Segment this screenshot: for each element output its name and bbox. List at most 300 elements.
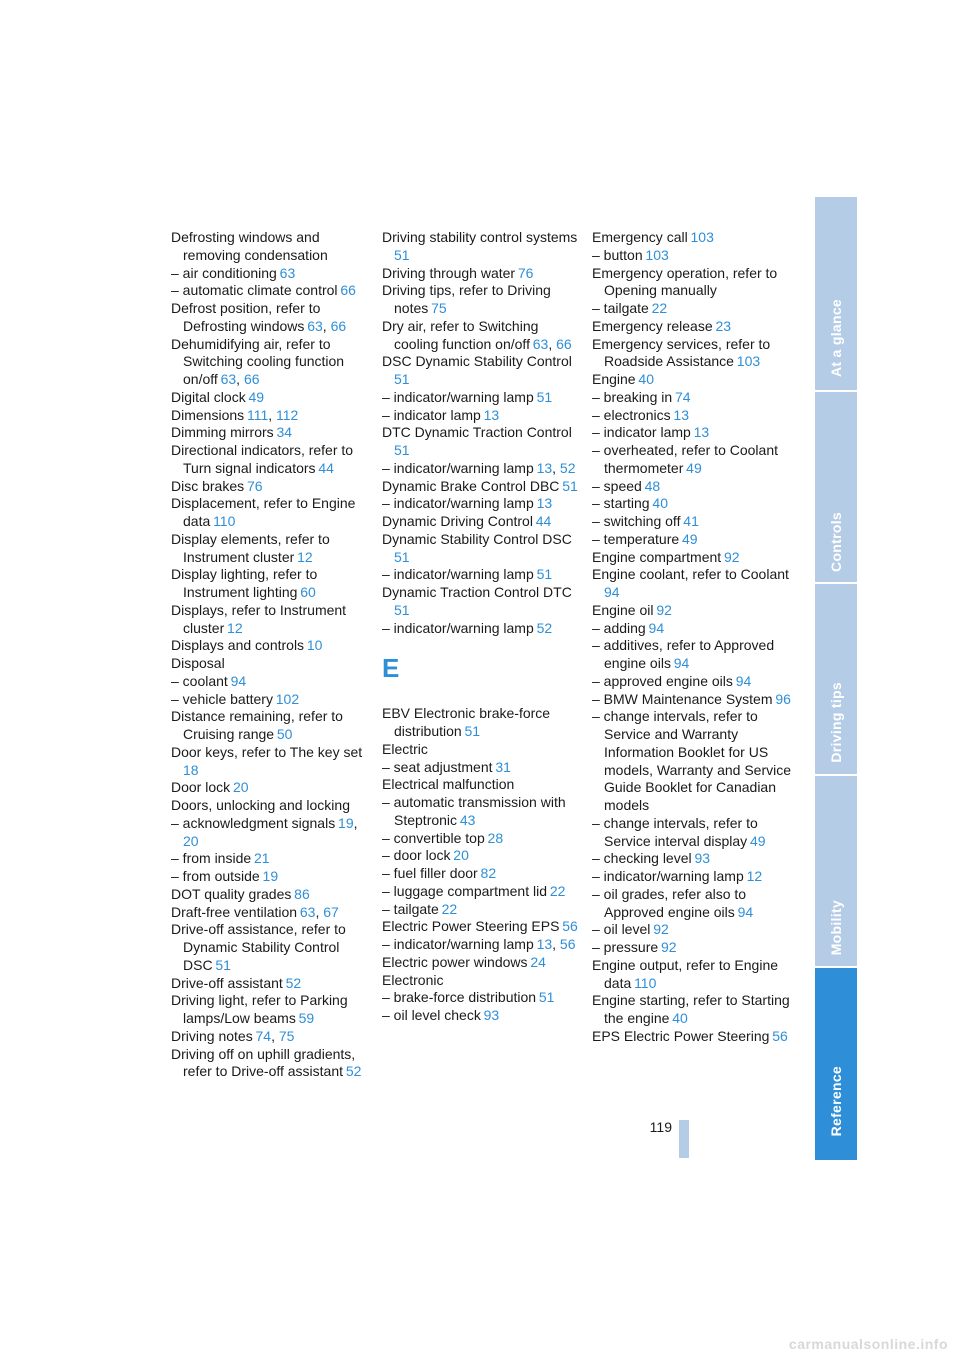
page-ref-link[interactable]: 51 xyxy=(394,246,410,263)
page-ref-link[interactable]: 66 xyxy=(556,335,572,352)
index-entry-term: Dehumidifying air, refer to Switching cooling function on/off xyxy=(171,335,345,387)
page-ref-link[interactable]: 18 xyxy=(183,761,199,778)
page-ref-link[interactable]: 75 xyxy=(278,1027,295,1044)
index-entry xyxy=(592,495,792,513)
index-entry xyxy=(592,1028,792,1046)
index-entry-term: – indicator/warning lamp xyxy=(382,936,534,952)
page-ref-link[interactable]: 28 xyxy=(487,829,504,846)
page-ref-link[interactable]: 10 xyxy=(306,637,323,654)
index-entry-term: – from inside xyxy=(171,850,252,867)
index-entry-term: Defrost position, refer to Defrosting windows xyxy=(171,300,321,334)
page-ref-link[interactable]: 63 xyxy=(299,903,316,920)
tab-label: At a glance xyxy=(828,299,844,377)
index-entry-term: DTC Dynamic Traction Control xyxy=(382,424,572,441)
index-entry xyxy=(592,602,792,620)
page-ref-link[interactable]: 66 xyxy=(330,317,347,334)
index-entry xyxy=(171,442,371,478)
index-entry-term: – speed xyxy=(592,477,642,494)
page-ref-separator: , xyxy=(271,1027,279,1044)
index-entry xyxy=(171,229,371,265)
page-ref-link[interactable]: 49 xyxy=(681,530,698,547)
index-entry xyxy=(592,708,792,815)
page-ref-link[interactable]: 31 xyxy=(495,758,511,775)
page-ref-link[interactable]: 52 xyxy=(536,619,553,636)
page-ref-link[interactable]: 103 xyxy=(690,229,714,245)
index-entry-term: Driving tips, refer to Driving notes xyxy=(382,282,551,316)
index-entry xyxy=(171,921,371,974)
page-ref-link[interactable]: 52 xyxy=(559,459,576,476)
page-ref-separator: , xyxy=(552,459,560,476)
index-entry xyxy=(592,957,792,993)
index-entry xyxy=(592,265,792,301)
index-entry-term: – indicator/warning lamp xyxy=(382,566,534,583)
index-entry xyxy=(592,620,792,638)
index-entry xyxy=(592,424,792,442)
index-entry xyxy=(382,847,582,865)
page-ref-link[interactable]: 24 xyxy=(530,953,546,970)
index-entry xyxy=(382,620,582,638)
index-entry-term: Emergency operation, refer to Opening manually xyxy=(592,264,778,299)
index-entry xyxy=(592,566,792,602)
page-ref-link[interactable]: 63 xyxy=(220,371,237,387)
index-entry xyxy=(171,992,371,1028)
index-entry xyxy=(171,336,371,389)
page-ref-link[interactable]: 20 xyxy=(232,779,249,796)
page-ref-link[interactable]: 12 xyxy=(297,548,313,565)
index-entry-term: Engine xyxy=(592,371,636,387)
index-entry-term: – vehicle battery xyxy=(171,690,273,707)
page-ref-link[interactable]: 52 xyxy=(345,1063,362,1080)
index-entry-term: Disposal xyxy=(171,655,225,671)
index-entry-term: – change intervals, refer to Service and Warranty Information Booklet for US models, Warranty and Service Guide Booklet for Canadian models xyxy=(592,708,791,813)
index-entry xyxy=(171,531,371,567)
index-entry-term: – approved engine oils xyxy=(592,672,733,689)
index-entry xyxy=(171,1028,371,1046)
page-ref-link[interactable]: 94 xyxy=(673,655,690,671)
index-entry xyxy=(592,407,792,425)
index-entry xyxy=(592,478,792,496)
page-ref-link[interactable]: 12 xyxy=(746,868,763,884)
index-entry xyxy=(592,549,792,567)
page-ref-link[interactable]: 94 xyxy=(648,619,665,636)
index-entry xyxy=(171,407,371,425)
index-entry xyxy=(592,691,792,709)
page-ref-link[interactable]: 51 xyxy=(562,477,578,494)
index-entry-term: – convertible top xyxy=(382,829,485,846)
index-entry xyxy=(382,936,582,954)
index-entry xyxy=(592,442,792,478)
index-entry xyxy=(382,741,582,759)
index-entry xyxy=(592,300,792,318)
index-entry-term: Engine compartment xyxy=(592,548,722,565)
index-entry xyxy=(382,759,582,777)
index-entry-term: – tailgate xyxy=(592,300,649,316)
index-entry-term: – BMW Maintenance System xyxy=(592,690,773,707)
index-entry xyxy=(592,815,792,851)
page-ref-link[interactable]: 96 xyxy=(775,690,791,707)
index-entry xyxy=(171,744,371,780)
page-ref-link[interactable]: 48 xyxy=(644,477,661,494)
page-ref-link[interactable]: 94 xyxy=(735,672,752,689)
page-ref-link[interactable]: 49 xyxy=(686,459,702,476)
page-ref-link[interactable]: 75 xyxy=(431,300,447,316)
index-entry-term: Door lock xyxy=(171,779,231,796)
index-entry-term: Driving stability control systems xyxy=(382,229,578,245)
index-entry xyxy=(592,318,792,336)
page-ref-link[interactable]: 49 xyxy=(749,832,766,849)
index-entry-term: Emergency release xyxy=(592,317,713,334)
page-ref-link[interactable]: 56 xyxy=(559,936,576,952)
index-entry xyxy=(592,673,792,691)
tab-at-a-glance[interactable] xyxy=(815,197,857,390)
index-entry xyxy=(171,797,371,815)
page-ref-link[interactable]: 19 xyxy=(338,814,354,831)
page-ref-link[interactable]: 63 xyxy=(279,264,296,281)
index-entry xyxy=(382,424,582,460)
index-entry-term: Engine oil xyxy=(592,601,654,618)
page-ref-link[interactable]: 63 xyxy=(307,317,323,334)
index-entry xyxy=(592,992,792,1028)
index-entry xyxy=(171,655,371,673)
index-entry-term: – brake-force distribution xyxy=(382,989,537,1006)
index-entry xyxy=(171,282,371,300)
page-ref-link[interactable]: 110 xyxy=(213,513,236,529)
page-ref-link[interactable]: 21 xyxy=(253,850,270,867)
index-entry xyxy=(592,850,792,868)
page-ref-separator: , xyxy=(315,903,324,920)
index-entry-term: – temperature xyxy=(592,530,680,547)
index-entry-term: – air conditioning xyxy=(171,264,277,281)
tab-reference[interactable] xyxy=(815,968,857,1160)
page-ref-link[interactable]: 13 xyxy=(483,406,500,423)
index-entry xyxy=(171,1046,371,1082)
index-entry xyxy=(171,637,371,655)
page-ref-link[interactable]: 19 xyxy=(262,868,279,884)
index-entry-term: – fuel filler door xyxy=(382,865,478,881)
index-entry xyxy=(382,901,582,919)
index-entry-term: Doors, unlocking and locking xyxy=(171,797,350,813)
index-entry-term: – additives, refer to Approved engine oils xyxy=(592,637,775,671)
index-entry-term: Dimming mirrors xyxy=(171,424,274,441)
page-ref-link[interactable]: 22 xyxy=(651,300,668,316)
index-entry xyxy=(171,886,371,904)
index-entry xyxy=(592,247,792,265)
page-ref-link[interactable]: 13 xyxy=(693,424,710,441)
page-ref-link[interactable]: 92 xyxy=(656,601,672,618)
index-entry-term: – tailgate xyxy=(382,900,439,917)
index-entry-term: Driving off on uphill gradients, refer to Drive-off assistant xyxy=(171,1045,356,1080)
page-ref-link[interactable]: 50 xyxy=(276,726,293,742)
page-ref-link[interactable]: 51 xyxy=(394,601,410,618)
page-ref-link[interactable]: 51 xyxy=(464,723,481,739)
index-entry-term: Driving notes xyxy=(171,1027,253,1044)
index-entry-term: Electric Power Steering EPS xyxy=(382,918,560,935)
page-ref-link[interactable]: 51 xyxy=(538,989,555,1006)
page-ref-link[interactable]: 102 xyxy=(275,690,300,707)
index-entry xyxy=(592,939,792,957)
index-entry xyxy=(382,883,582,901)
page-ref-link[interactable]: 66 xyxy=(243,371,260,387)
page-ref-link[interactable]: 51 xyxy=(394,442,410,458)
index-entry xyxy=(592,921,792,939)
page-ref-link[interactable]: 43 xyxy=(459,811,476,828)
page-ref-link[interactable]: 82 xyxy=(480,865,497,881)
index-entry xyxy=(382,830,582,848)
index-entry xyxy=(382,460,582,478)
index-entry-term: DOT quality grades xyxy=(171,885,292,902)
index-entry xyxy=(382,353,582,389)
page-ref-link[interactable]: 63 xyxy=(532,335,549,352)
index-entry-term: Display elements, refer to Instrument cluster xyxy=(171,530,330,565)
index-entry xyxy=(382,229,582,265)
page-ref-link[interactable]: 13 xyxy=(536,936,553,952)
tab-label: Reference xyxy=(828,1066,844,1137)
index-entry xyxy=(171,424,371,442)
index-entry-term: Door keys, refer to The key set xyxy=(171,743,363,760)
index-entry-term: – electronics xyxy=(592,406,671,423)
index-entry-term: Drive-off assistance, refer to Dynamic Stability Control DSC xyxy=(171,921,346,973)
index-entry-term: Engine output, refer to Engine data xyxy=(592,956,779,991)
page-ref-link[interactable]: 110 xyxy=(634,974,657,991)
index-entry-term: EPS Electric Power Steering xyxy=(592,1027,770,1044)
index-entry xyxy=(382,566,582,584)
index-entry-term: Disc brakes xyxy=(171,477,245,494)
index-entry-term: – luggage compartment lid xyxy=(382,882,547,899)
index-entry xyxy=(382,265,582,283)
index-entry-term: Driving through water xyxy=(382,264,516,281)
page-ref-link[interactable]: 52 xyxy=(285,974,302,991)
index-entry-term: – indicator lamp xyxy=(382,406,481,423)
index-entry-term: – adding xyxy=(592,619,646,636)
page-ref-link[interactable]: 40 xyxy=(672,1010,688,1026)
tab-label: Mobility xyxy=(828,900,844,956)
index-entry-term: Dynamic Stability Control DSC xyxy=(382,530,572,547)
page-ref-link[interactable]: 49 xyxy=(248,388,265,405)
index-entry-term: – button xyxy=(592,246,643,263)
index-entry xyxy=(382,495,582,513)
page-ref-link[interactable]: 51 xyxy=(215,956,231,973)
page-ref-link[interactable]: 112 xyxy=(276,406,299,423)
index-entry-term: – indicator/warning lamp xyxy=(382,388,534,405)
page-ref-link[interactable]: 76 xyxy=(246,477,263,494)
index-entry-term: – seat adjustment xyxy=(382,758,493,775)
page-number-bar xyxy=(679,1120,689,1158)
page-ref-link[interactable]: 56 xyxy=(772,1027,788,1044)
index-entry-term: Draft-free ventilation xyxy=(171,903,298,920)
index-entry-term: Engine starting, refer to Starting the engine xyxy=(592,992,790,1026)
page-ref-link[interactable]: 92 xyxy=(660,939,677,955)
index-entry-term: Electric xyxy=(382,740,428,757)
index-entry-term: – indicator lamp xyxy=(592,424,691,441)
index-entry-term: – indicator/warning lamp xyxy=(382,459,534,476)
index-entry xyxy=(382,407,582,425)
index-entry-term: Distance remaining, refer to Cruising range xyxy=(171,708,343,742)
page-ref-link[interactable]: 41 xyxy=(683,513,699,529)
index-entry xyxy=(171,389,371,407)
index-entry-term: – oil grades, refer also to Approved engine oils xyxy=(592,885,747,920)
index-entry-term: Dimensions xyxy=(171,406,245,423)
page-ref-link[interactable]: 13 xyxy=(673,406,689,423)
index-entry-term: – checking level xyxy=(592,850,692,867)
index-entry xyxy=(592,389,792,407)
tab-controls[interactable] xyxy=(815,392,857,582)
index-entry-term: Display lighting, refer to Instrument lighting xyxy=(171,566,318,600)
index-entry xyxy=(171,566,371,602)
index-entry-term: – switching off xyxy=(592,513,681,529)
page-ref-link[interactable]: 51 xyxy=(536,566,553,583)
index-entry-term: Dynamic Brake Control DBC xyxy=(382,477,560,494)
index-entry-term: – overheated, refer to Coolant thermometer xyxy=(592,442,779,476)
page-ref-link[interactable]: 92 xyxy=(653,921,669,938)
index-entry xyxy=(382,282,582,318)
index-column-1 xyxy=(171,229,371,1081)
tab-label: Driving tips xyxy=(828,682,844,763)
index-entry xyxy=(382,972,582,990)
index-entry xyxy=(171,850,371,868)
tab-label: Controls xyxy=(828,512,844,572)
index-letter-heading: E xyxy=(382,653,400,684)
index-entry-term: DSC Dynamic Stability Control xyxy=(382,353,572,370)
index-entry xyxy=(382,865,582,883)
tab-driving-tips[interactable] xyxy=(815,584,857,774)
index-entry-term: Engine coolant, refer to Coolant xyxy=(592,566,789,583)
index-entry xyxy=(382,531,582,567)
page-ref-link[interactable]: 94 xyxy=(737,903,754,920)
index-entry-term: – starting xyxy=(592,495,650,512)
page-ref-link[interactable]: 22 xyxy=(441,900,458,917)
page-ref-link[interactable]: 92 xyxy=(724,548,740,565)
index-entry xyxy=(171,673,371,691)
watermark: carmanualsonline.info xyxy=(788,1336,948,1352)
index-column-2 xyxy=(382,229,582,1025)
index-entry-term: – door lock xyxy=(382,847,451,864)
index-entry xyxy=(592,886,792,922)
page-ref-link[interactable]: 44 xyxy=(318,459,334,476)
index-entry-term: EBV Electronic brake-force distribution xyxy=(382,705,551,739)
page-ref-link[interactable]: 93 xyxy=(694,850,711,867)
page-ref-link[interactable]: 22 xyxy=(549,882,566,899)
page-ref-link[interactable]: 13 xyxy=(536,459,553,476)
page-ref-link[interactable]: 51 xyxy=(394,548,410,565)
page-ref-link[interactable]: 13 xyxy=(536,495,553,512)
index-entry-term: – indicator/warning lamp xyxy=(382,495,534,512)
page-ref-link[interactable]: 111 xyxy=(246,406,269,423)
page-ref-link[interactable]: 93 xyxy=(483,1007,500,1023)
index-entry xyxy=(171,495,371,531)
page-ref-link[interactable]: 40 xyxy=(652,495,668,512)
index-entry xyxy=(171,708,371,744)
index-entry-term: – breaking in xyxy=(592,388,673,405)
index-entry-term: – automatic climate control xyxy=(171,282,338,299)
index-entry-term: Displacement, refer to Engine data xyxy=(171,495,356,529)
index-entry xyxy=(382,954,582,972)
index-entry xyxy=(382,918,582,936)
page-ref-link[interactable]: 66 xyxy=(340,282,356,299)
index-entry xyxy=(382,1007,582,1025)
tab-mobility[interactable] xyxy=(815,776,857,966)
index-entry-term: Electric power windows xyxy=(382,953,528,970)
index-column-3 xyxy=(592,229,792,1046)
page-ref-separator: , xyxy=(322,317,331,334)
index-entry xyxy=(382,513,582,531)
index-entry-term: – oil level xyxy=(592,921,651,938)
index-entry xyxy=(382,705,582,741)
index-entry-term: Displays and controls xyxy=(171,637,305,654)
index-entry xyxy=(171,815,371,851)
page-ref-separator: , xyxy=(548,335,557,352)
index-entry xyxy=(382,478,582,496)
page-ref-link[interactable]: 56 xyxy=(562,918,578,935)
page-ref-link[interactable]: 20 xyxy=(183,832,199,849)
page-ref-link[interactable]: 94 xyxy=(604,584,620,600)
page-ref-link[interactable]: 74 xyxy=(674,388,691,405)
index-entry xyxy=(171,868,371,886)
page-ref-link[interactable]: 51 xyxy=(394,371,410,387)
page-ref-link[interactable]: 59 xyxy=(298,1010,315,1026)
index-entry xyxy=(592,637,792,673)
index-entry-term: – from outside xyxy=(171,868,260,884)
index-entry xyxy=(382,318,582,354)
index-entry-term: Directional indicators, refer to Turn signal indicators xyxy=(171,442,354,476)
index-entry-term: Dynamic Driving Control xyxy=(382,513,533,529)
page-ref-link[interactable]: 23 xyxy=(715,317,732,334)
index-entry xyxy=(592,531,792,549)
page-ref-link[interactable]: 20 xyxy=(453,847,469,864)
page-ref-link[interactable]: 12 xyxy=(227,619,243,636)
index-entry xyxy=(592,371,792,389)
index-entry-term: Electrical malfunction xyxy=(382,776,515,793)
index-entry-term: Digital clock xyxy=(171,388,246,405)
index-entry-term: – oil level check xyxy=(382,1007,481,1023)
index-entry xyxy=(171,478,371,496)
index-entry-term: Defrosting windows and removing condensation xyxy=(171,229,328,263)
page-ref-link[interactable]: 76 xyxy=(517,264,534,281)
page-ref-link[interactable]: 51 xyxy=(536,388,553,405)
index-entry-term: Dry air, refer to Switching cooling function on/off xyxy=(382,317,539,352)
page-ref-separator: , xyxy=(236,371,244,387)
page-ref-link[interactable]: 40 xyxy=(638,371,654,387)
index-entry xyxy=(382,776,582,794)
index-entry xyxy=(171,300,371,336)
index-entry-term: – pressure xyxy=(592,939,659,955)
page-ref-link[interactable]: 74 xyxy=(255,1027,272,1044)
index-entry xyxy=(171,779,371,797)
page-ref-link[interactable]: 94 xyxy=(230,672,247,689)
page-ref-link[interactable]: 86 xyxy=(294,885,310,902)
page-ref-link[interactable]: 103 xyxy=(736,353,761,370)
index-entry xyxy=(592,513,792,531)
page-ref-separator: , xyxy=(552,936,560,952)
page-ref-link[interactable]: 103 xyxy=(645,246,669,263)
page-ref-link[interactable]: 60 xyxy=(300,584,316,600)
index-entry xyxy=(171,265,371,283)
index-entry xyxy=(382,989,582,1007)
page-ref-link[interactable]: 34 xyxy=(276,424,293,441)
page-ref-separator: , xyxy=(268,406,277,423)
page-ref-link[interactable]: 44 xyxy=(535,513,552,529)
page-ref-separator: , xyxy=(353,814,358,831)
index-entry-term: – indicator/warning lamp xyxy=(382,619,534,636)
index-entry xyxy=(592,868,792,886)
index-entry-term: Dynamic Traction Control DTC xyxy=(382,584,572,600)
index-entry-term: – automatic transmission with Steptronic xyxy=(382,794,566,828)
index-entry xyxy=(592,336,792,372)
index-entry xyxy=(382,794,582,830)
index-entry-term: – acknowledgment signals xyxy=(171,814,336,831)
index-entry-term: Emergency call xyxy=(592,229,688,245)
index-entry xyxy=(592,229,792,247)
page-ref-link[interactable]: 67 xyxy=(323,903,339,920)
